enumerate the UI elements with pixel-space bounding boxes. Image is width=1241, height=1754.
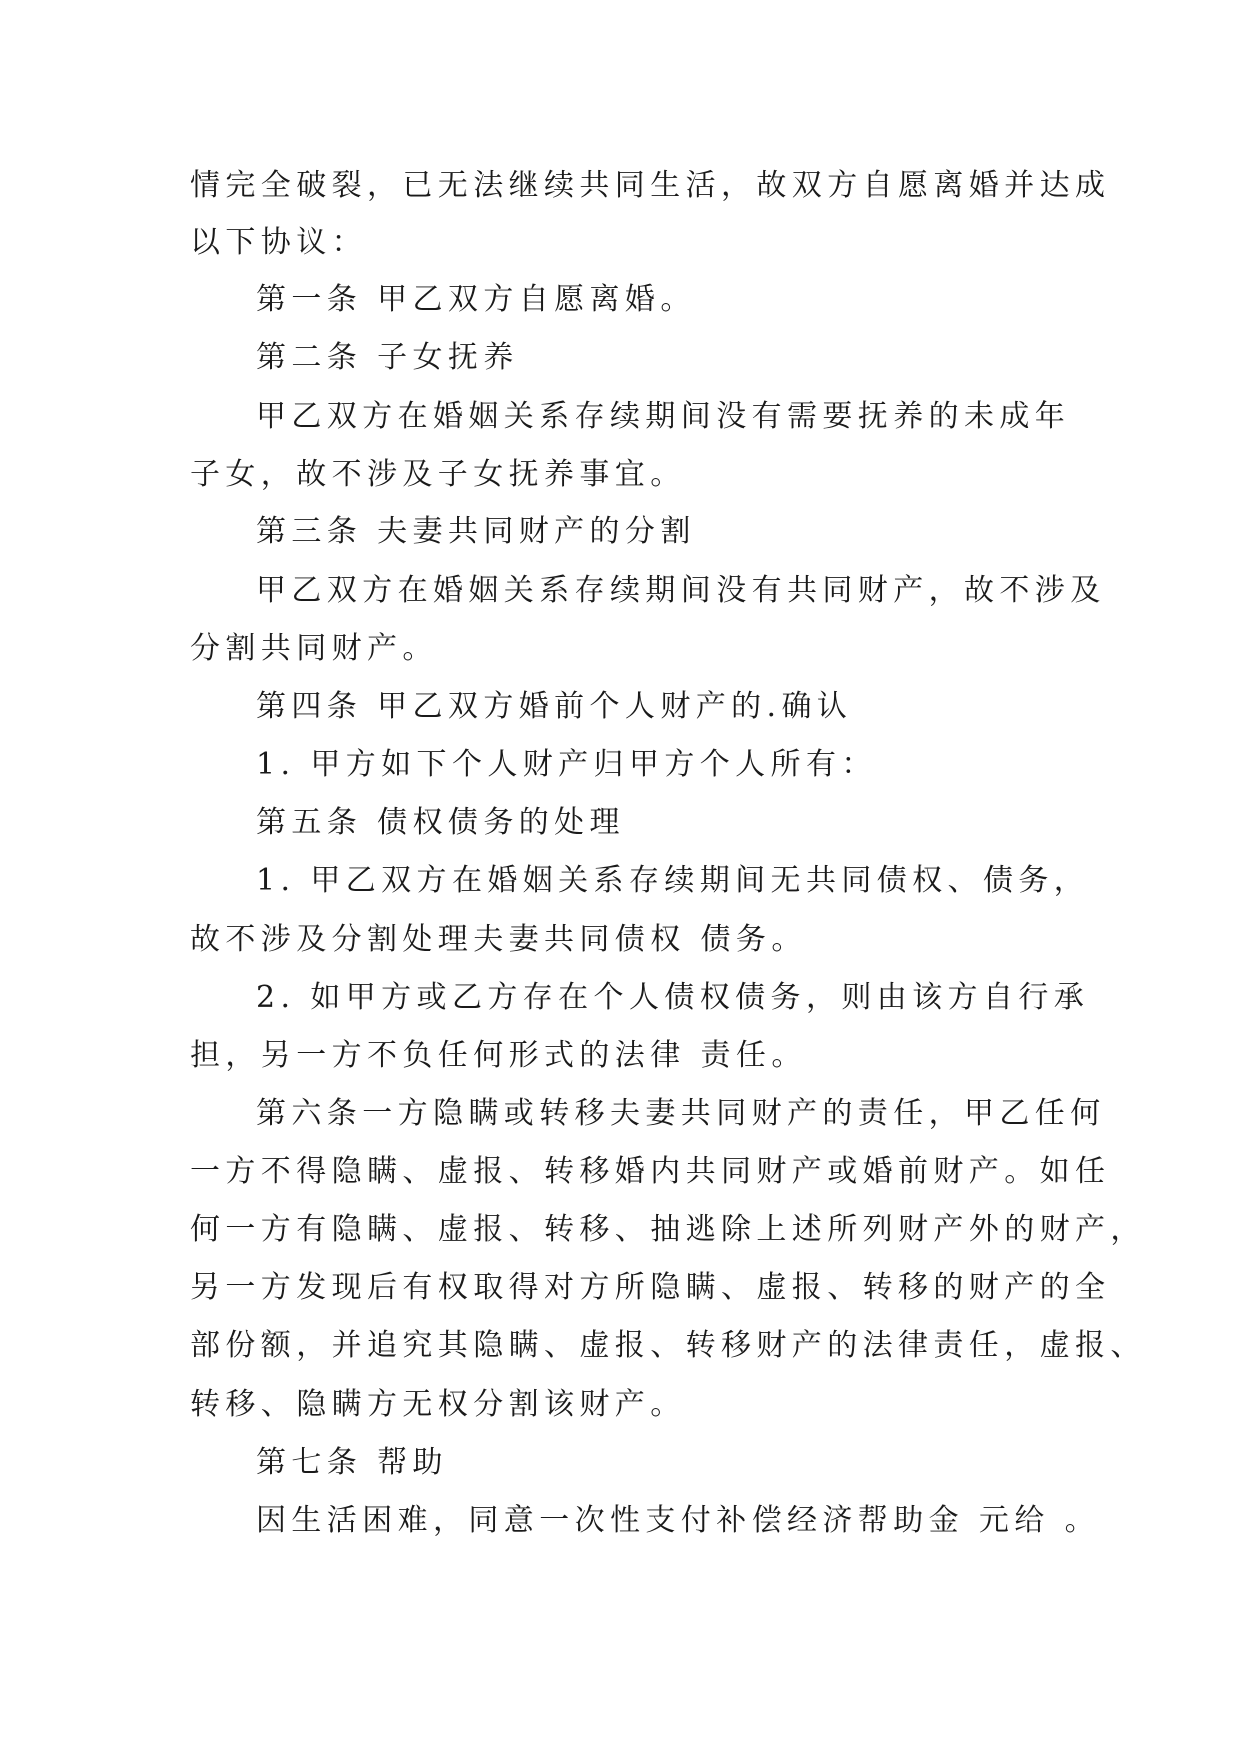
article-heading: 第一条 甲乙双方自愿离婚。 xyxy=(256,282,696,317)
text-line: 担，另一方不负任何形式的法律 责任。 xyxy=(190,1038,807,1073)
article-heading: 第二条 子女抚养 xyxy=(256,340,519,375)
article-heading: 第四条 甲乙双方婚前个人财产的.确认 xyxy=(256,689,853,724)
text-line: 因生活困难，同意一次性支付补偿经济帮助金 元给 。 xyxy=(256,1503,1101,1538)
article-heading: 第六条一方隐瞒或转移夫妻共同财产的责任，甲乙任何 xyxy=(256,1096,1106,1131)
text-line: 故不涉及分割处理夫妻共同债权 债务。 xyxy=(190,922,807,957)
article-heading: 第三条 夫妻共同财产的分割 xyxy=(256,514,696,549)
text-line: 转移、隐瞒方无权分割该财产。 xyxy=(190,1387,686,1422)
text-line: 以下协议： xyxy=(190,225,367,260)
text-line: 另一方发现后有权取得对方所隐瞒、虚报、转移的财产的全 xyxy=(190,1270,1111,1305)
text-line: 何一方有隐瞒、虚报、转移、抽逃除上述所列财产外的财产， xyxy=(190,1212,1146,1247)
text-line: 子女，故不涉及子女抚养事宜。 xyxy=(190,457,686,492)
text-line: 情完全破裂，已无法继续共同生活，故双方自愿离婚并达成 xyxy=(190,168,1111,203)
article-heading: 第七条 帮助 xyxy=(256,1445,448,1480)
list-item: 1. 甲方如下个人财产归甲方个人所有： xyxy=(256,747,877,782)
text-line: 一方不得隐瞒、虚报、转移婚内共同财产或婚前财产。如任 xyxy=(190,1154,1111,1189)
text-line: 甲乙双方在婚姻关系存续期间没有共同财产，故不涉及 xyxy=(256,573,1106,608)
list-item: 1. 甲乙双方在婚姻关系存续期间无共同债权、债务， xyxy=(256,863,1090,898)
text-line: 部份额，并追究其隐瞒、虚报、转移财产的法律责任，虚报、 xyxy=(190,1328,1146,1363)
text-line: 分割共同财产。 xyxy=(190,631,438,666)
text-line: 甲乙双方在婚姻关系存续期间没有需要抚养的未成年 xyxy=(256,399,1071,434)
article-heading: 第五条 债权债务的处理 xyxy=(256,805,625,840)
list-item: 2. 如甲方或乙方存在个人债权债务，则由该方自行承 xyxy=(256,980,1090,1015)
